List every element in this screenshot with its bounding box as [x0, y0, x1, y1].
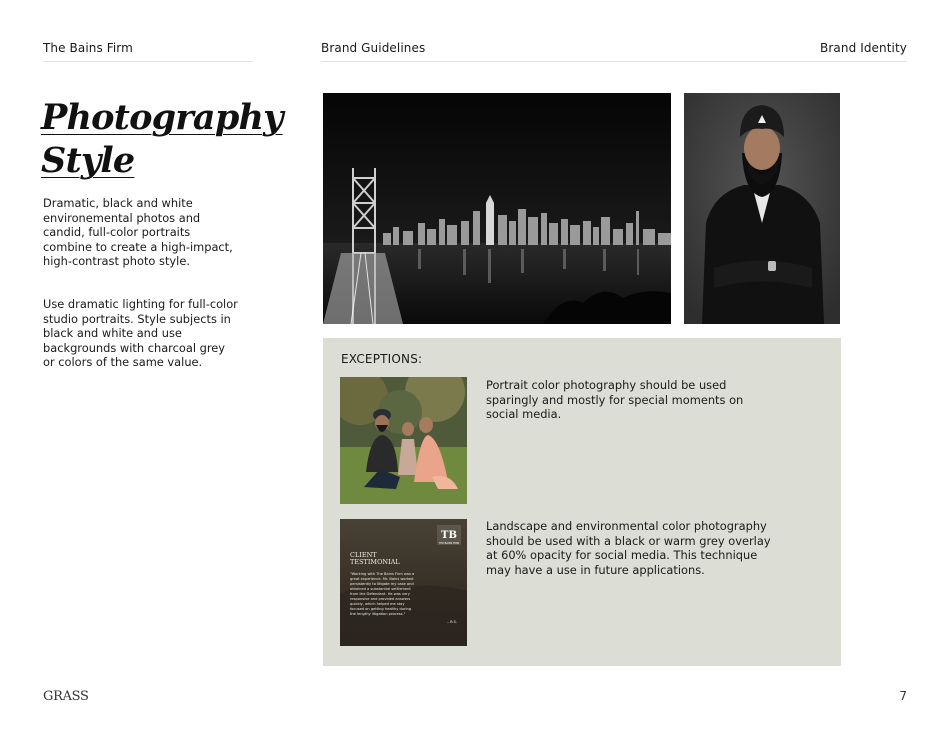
testimonial-quote-line: "Working with The Bains Firm was a	[350, 572, 415, 576]
page-title	[41, 96, 283, 182]
testimonial-logo: TB	[441, 530, 457, 541]
header-firm-name: The Bains Firm	[43, 41, 133, 55]
testimonial-heading-line-1: CLIENT	[350, 551, 377, 559]
testimonial-quote-line: great experience. Mr. Bains worked	[350, 577, 414, 581]
exception-2-text: Landscape and environmental color photography should be used with a black or warm grey overlay at 60% opacity for social media. This technique may have a use in future applications.	[486, 519, 771, 577]
testimonial-quote-line: responsive and provided answers	[350, 597, 411, 601]
testimonial-signature: – R.S.	[447, 620, 457, 624]
testimonial-logo-caption: THE BAINS FIRM	[438, 542, 460, 545]
city-skyline-photo	[323, 93, 671, 324]
header-divider-left	[43, 61, 253, 62]
testimonial-quote-line: from the Defendant. He was very	[350, 592, 410, 596]
grass-logo: GRASS	[43, 689, 89, 704]
exception-1-text: Portrait color photography should be used sparingly and mostly for special moments on social media.	[486, 378, 744, 421]
family-color-photo	[340, 377, 467, 504]
testimonial-quote-line: persistently to litigate my case and	[350, 582, 414, 586]
exceptions-label: EXCEPTIONS:	[341, 352, 423, 366]
header-chapter-title: Brand Identity	[820, 41, 907, 55]
body-paragraph-1: Dramatic, black and white environemental photos and candid, full-color portraits combine to create a high-impact, high-contrast photo style.	[43, 196, 233, 268]
testimonial-quote-line: the lengthy litigation process."	[350, 612, 406, 616]
testimonial-heading-line-2: TESTIMONIAL	[350, 558, 400, 566]
testimonial-quote-line: focused on getting healthy during	[350, 607, 412, 611]
testimonial-quote-line: quickly, which helped me stay	[350, 602, 405, 606]
page-number: 7	[899, 689, 907, 703]
page-title-line-2: Style	[41, 140, 135, 181]
body-paragraph-2: Use dramatic lighting for full-color studio portraits. Style subjects in black and white and use backgrounds with charcoal grey or colors of the same value.	[43, 297, 238, 369]
page-title-line-1: Photography	[41, 97, 283, 138]
testimonial-quote-line: obtained a substantial settlement	[350, 587, 411, 591]
header-section-title: Brand Guidelines	[321, 41, 426, 55]
testimonial-overlay-photo	[340, 519, 467, 646]
exceptions-panel	[323, 338, 841, 666]
header-divider-right	[321, 61, 907, 62]
studio-portrait-photo	[684, 93, 840, 324]
